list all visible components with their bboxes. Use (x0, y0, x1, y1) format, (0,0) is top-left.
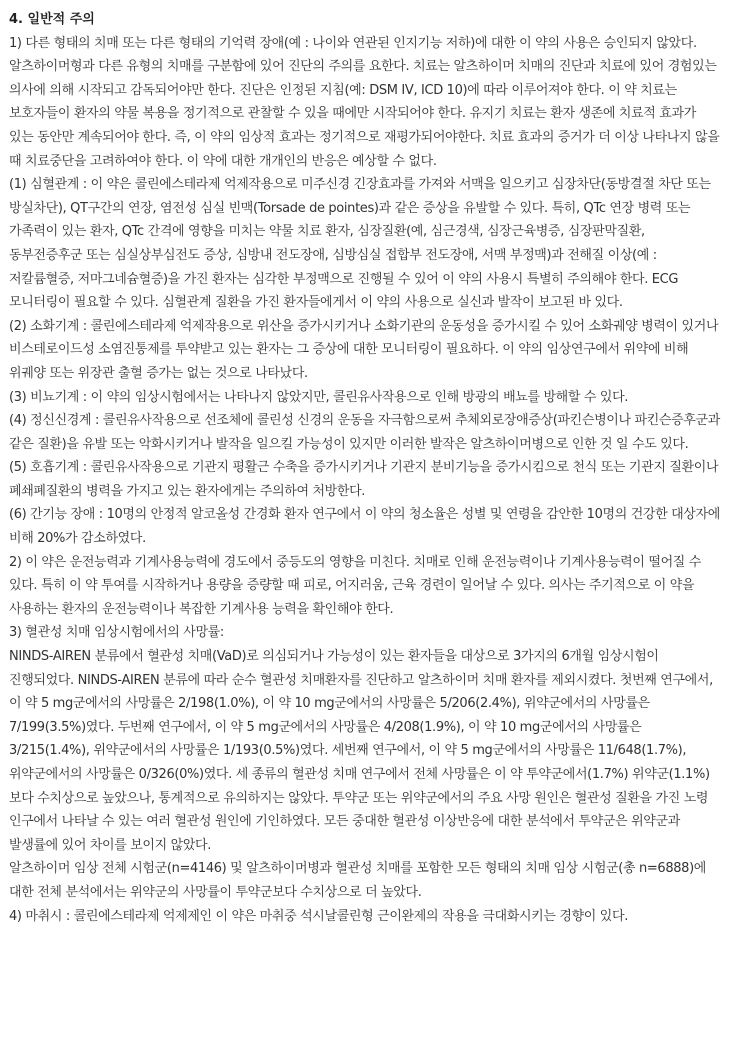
paragraph-4-anesthesia: 4) 마취시 : 콜린에스테라제 억제제인 이 약은 마취중 석시날콜린형 근이완제의 작용을 극대화시키는 경향이 있다. (9, 908, 628, 924)
paragraph-diagnosis: 알츠하이머형과 다른 유형의 치매를 구분함에 있어 진단의 주의를 요한다. 치료는 알츠하이머 치매의 진단과 치료에 있어 경험있는 의사에 의해 시작되고 감독되어야만 한다. 진단은 인정된 지침(예: DSM IV, ICD 10)에 따라 이루어져야 한다. 이 약 치료는 보호자들이 환자의 약물 복용을 정기적으로 관찰할 수 있을 때에만 시작되어야 한다. 유지기 치료는 환자 생존에 치료적 효과가 있는 동안만 계속되어야 한다. 즉, 이 약의 임상적 효과는 정기적으로 재평가되어야한다. 치료 효과의 증거가 더 이상 나타나지 않을 때 치료중단을 고려하여야 한다. 이 약에 대한 개개인의 반응은 예상할 수 없다. (9, 59, 720, 169)
paragraph-vascular-dementia-mortality: NINDS-AIREN 분류에서 혈관성 치매(VaD)로 의심되거나 가능성이 있는 환자들을 대상으로 3가지의 6개월 임상시험이 진행되었다. NINDS-AIREN 분류에 따라 순수 혈관성 치매환자를 진단하고 알츠하이머 치매 환자를 제외시켰다. 첫번째 연구에서, 이 약 5 mg군에서의 사망률은 2/198(1.0%), 이 약 10 mg군에서의 사망률은 5/206(2.4%), 위약군에서의 사망률은 7/199(3.5%)였다. 두번째 연구에서, 이 약 5 mg군에서의 사망률은 4/208(1.9%), 이 약 10 mg군에서의 사망률은 3/215(1.4%), 위약군에서의 사망률은 1/193(0.5%)였다. 세번째 연구에서, 이 약 5 mg군에서의 사망률은 11/648(1.7%), 위약군에서의 사망률은 0/326(0%)였다. 세 종류의 혈관성 치매 연구에서 전체 사망률은 이 약 투약군에서(1.7%) 위약군(1.1%)보다 수치상으로 높았으나, 통계적으로 유의하지는 않았다. 투약군 또는 위약군에서의 주요 사망 원인은 혈관성 질환을 가진 노령 인구에서 나타날 수 있는 여러 혈관성 원인에 기인하였다. 모든 중대한 혈관성 이상반응에 대한 분석에서 투약군은 위약군과 발생률에 있어 차이를 보이지 않았다. (9, 649, 713, 853)
section-title: 4. 일반적 주의 (9, 12, 95, 27)
paragraph-digestive: (2) 소화기계 : 콜린에스테라제 억제작용으로 위산을 증가시키거나 소화기관의 운동성을 증가시킬 수 있어 소화궤양 병력이 있거나 비스테로이드성 소염진통제를 투약받고 있는 환자는 그 증상에 대한 모니터링이 필요하다. 이 약의 임상연구에서 위약에 비해 위궤양 또는 위장관 출혈 증가는 없는 것으로 나타났다. (9, 318, 719, 381)
paragraph-cardiovascular: (1) 심혈관계 : 이 약은 콜린에스테라제 억제작용으로 미주신경 긴장효과를 가져와 서맥을 일으키고 심장차단(동방결절 차단 또는 방실차단), QT구간의 연장, 염전성 심실 빈맥(Torsade de pointes)과 같은 증상을 유발할 수 있다. 특히, QTc 연장 병력 또는 가족력이 있는 환자, QTc 간격에 영향을 미치는 약물 치료 환자, 심장질환(예, 심근경색, 심장근육병증, 심장판막질환, 동부전증후군 또는 심실상부심전도 증상, 심방내 전도장애, 심방심실 접합부 전도장애, 서맥 부정맥)과 전해질 이상(예 : 저칼륨혈증, 저마그네슘혈증)을 가진 환자는 심각한 부정맥으로 진행될 수 있어 이 약의 사용시 특별히 주의해야 한다. ECG 모니터링이 필요할 수 있다. 심혈관계 질환을 가진 환자들에게서 이 약의 사용으로 실신과 발작이 보고된 바 있다. (9, 177, 711, 311)
paragraph-overall-analysis: 알츠하이머 임상 전체 시험군(n=4146) 및 알츠하이머병과 혈관성 치매를 포함한 모든 형태의 치매 임상 시험군(총 n=6888)에 대한 전체 분석에서는 위약군의 사망률이 투약군보다 수치상으로 더 높았다. (9, 861, 707, 900)
paragraph-3-vascular-dementia-heading: 3) 혈관성 치매 임상시험에서의 사망률: (9, 625, 224, 641)
paragraph-neuropsychiatric: (4) 정신신경계 : 콜린유사작용으로 선조체에 콜린성 신경의 운동을 자극함으로써 추체외로장애증상(파킨슨병이나 파킨슨증후군과 같은 질환)을 유발 또는 악화시키거나 발작을 일으킬 가능성이 있지만 이러한 발작은 알츠하이머병으로 인한 것 일 수도 있다. (9, 413, 720, 452)
paragraph-hepatic: (6) 간기능 장애 : 10명의 안정적 알코올성 간경화 환자 연구에서 이 약의 청소율은 성별 및 연령을 감안한 10명의 건강한 대상자에 비해 20%가 감소하였다. (9, 507, 720, 547)
paragraph-2-driving: 2) 이 약은 운전능력과 기계사용능력에 경도에서 중등도의 영향을 미친다. 치매로 인해 운전능력이나 기계사용능력이 떨어질 수 있다. 특히 이 약 투여를 시작하거나 용량을 증량할 때 피로, 어지러움, 근육 경련이 일어날 수 있다. 의사는 주기적으로 이 약을 사용하는 환자의 운전능력이나 복잡한 기계사용 능력을 확인해야 한다. (9, 554, 701, 617)
paragraph-urinary: (3) 비뇨기계 : 이 약의 임상시험에서는 나타나지 않았지만, 콜린유사작용으로 인해 방광의 배뇨를 방해할 수 있다. (9, 389, 629, 405)
paragraph-respiratory: (5) 호흡기계 : 콜린유사작용으로 기관지 평활근 수축을 증가시키거나 기관지 분비기능을 증가시킴으로 천식 또는 기관지 질환이나 폐쇄폐질환의 병력을 가지고 있는 환자에게는 주의하여 처방한다. (9, 460, 719, 499)
paragraph-1-scope: 1) 다른 형태의 치매 또는 다른 형태의 기억력 장애(예 : 나이와 연관된 인지기능 저하)에 대한 이 약의 사용은 승인되지 않았다. (9, 35, 697, 51)
